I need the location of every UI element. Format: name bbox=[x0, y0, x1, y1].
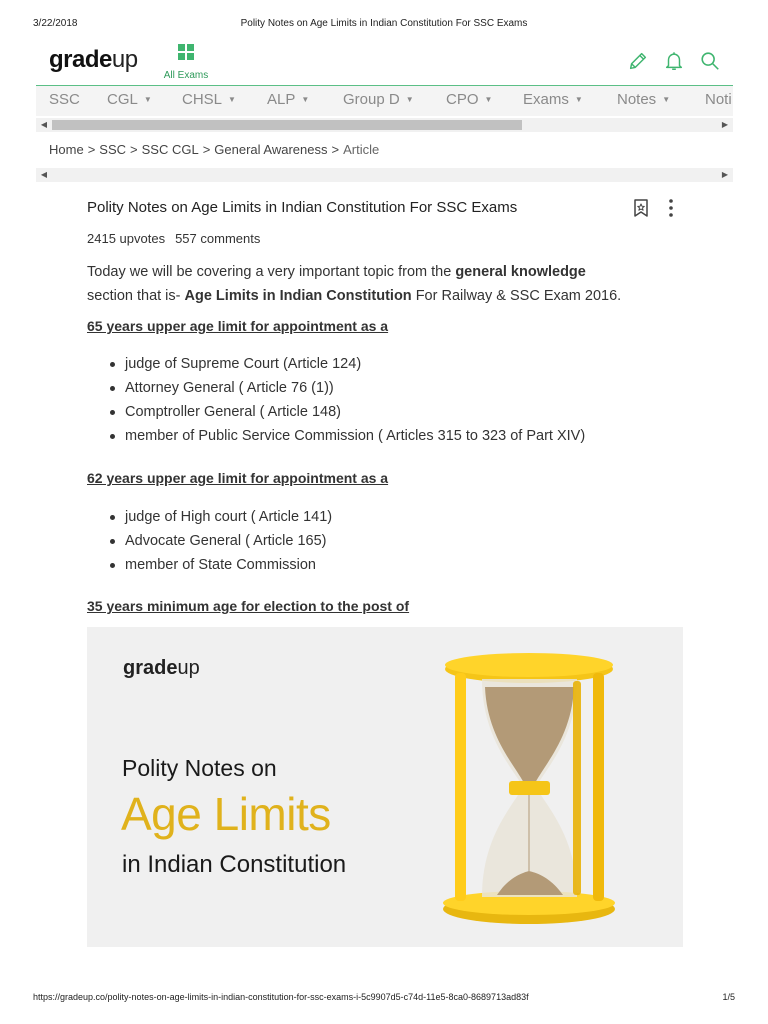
logo-bold-text: grade bbox=[49, 46, 112, 73]
list-item: Advocate General ( Article 165) bbox=[107, 529, 332, 553]
site-header bbox=[36, 38, 733, 86]
comments-count[interactable]: 557 comments bbox=[175, 231, 261, 246]
list-item: judge of High court ( Article 141) bbox=[107, 505, 332, 529]
breadcrumb-ssc-cgl[interactable]: SSC CGL bbox=[141, 142, 199, 157]
tab-cgl[interactable]: CGL ▼ bbox=[107, 91, 152, 108]
scroll-right-icon[interactable]: ▶ bbox=[721, 120, 729, 129]
list-item: member of Public Service Commission ( Articles 315 to 323 of Part XIV) bbox=[107, 424, 585, 448]
tab-group-d[interactable]: Group D ▼ bbox=[343, 91, 414, 108]
tab-exams[interactable]: Exams ▼ bbox=[523, 91, 583, 108]
pencil-icon[interactable] bbox=[627, 50, 649, 72]
caret-down-icon: ▼ bbox=[301, 95, 310, 104]
scrollbar-thumb[interactable] bbox=[52, 120, 522, 130]
banner-line2: Age Limits bbox=[121, 788, 331, 840]
tab-alp[interactable]: ALP ▼ bbox=[267, 91, 310, 108]
caret-down-icon: ▼ bbox=[228, 95, 236, 104]
caret-down-icon: ▼ bbox=[405, 95, 414, 104]
article-stats bbox=[87, 231, 260, 246]
grid-icon bbox=[178, 44, 194, 60]
breadcrumb-ssc[interactable]: SSC bbox=[99, 142, 127, 157]
print-date: 3/22/2018 bbox=[33, 18, 78, 29]
tab-notes[interactable]: Notes ▼ bbox=[617, 91, 671, 108]
print-page-number: 1/5 bbox=[722, 992, 735, 1002]
header-actions bbox=[627, 50, 721, 72]
list-item: Comptroller General ( Article 148) bbox=[107, 400, 585, 424]
bookmark-icon[interactable] bbox=[632, 198, 650, 218]
breadcrumb-general-awareness[interactable]: General Awareness bbox=[214, 142, 328, 157]
section-heading-35-years: 35 years minimum age for election to the post of bbox=[87, 598, 410, 614]
tab-cpo[interactable]: CPO ▼ bbox=[446, 91, 493, 108]
exam-tabs bbox=[36, 86, 733, 116]
section2-list bbox=[107, 505, 332, 577]
all-exams-label: All Exams bbox=[163, 70, 209, 81]
search-icon[interactable] bbox=[699, 50, 721, 72]
all-exams-button[interactable] bbox=[158, 44, 214, 81]
caret-down-icon: ▼ bbox=[574, 95, 583, 104]
section-heading-62-years: 62 years upper age limit for appointment as a bbox=[87, 470, 389, 486]
tab-chsl[interactable]: CHSL ▼ bbox=[182, 91, 236, 108]
upvotes-count[interactable]: 2415 upvotes bbox=[87, 231, 166, 246]
tab-notifications[interactable]: Noti bbox=[705, 91, 732, 108]
print-url: https://gradeup.co/polity-notes-on-age-limits-in-indian-constitution-for-ssc-exams-i-5c9907d5-c74d-11e5-8ca0-8689713ad83f bbox=[33, 992, 529, 1002]
gradeup-logo[interactable] bbox=[49, 46, 138, 74]
breadcrumb-home[interactable]: Home bbox=[49, 142, 84, 157]
highlight-general-knowledge: general knowledge bbox=[455, 264, 586, 280]
scroll-left-icon[interactable]: ◀ bbox=[40, 170, 48, 179]
tabs-scrollbar[interactable] bbox=[36, 118, 733, 132]
banner-logo: gradeup bbox=[123, 657, 200, 679]
scroll-right-icon[interactable]: ▶ bbox=[721, 170, 729, 179]
article-banner-image bbox=[87, 627, 683, 947]
section-heading-65-years: 65 years upper age limit for appointment as a bbox=[87, 318, 389, 334]
breadcrumb-current: Article bbox=[343, 142, 380, 157]
scroll-left-icon[interactable]: ◀ bbox=[40, 120, 48, 129]
breadcrumb-scrollbar[interactable] bbox=[36, 168, 733, 182]
breadcrumb: Home > SSC > SSC CGL > General Awareness > Article bbox=[49, 142, 380, 157]
caret-down-icon: ▼ bbox=[484, 95, 493, 104]
print-header bbox=[0, 18, 768, 32]
caret-down-icon: ▼ bbox=[143, 95, 152, 104]
section1-list bbox=[107, 352, 585, 448]
list-item: Attorney General ( Article 76 (1)) bbox=[107, 376, 585, 400]
more-options-icon[interactable] bbox=[664, 198, 678, 218]
banner-line1: Polity Notes on bbox=[122, 755, 277, 781]
list-item: judge of Supreme Court (Article 124) bbox=[107, 352, 585, 376]
intro-paragraph: Today we will be covering a very important topic from the general knowledge section that is- Age Limits in Indian Constitution For Railway & SSC Exam 2016. bbox=[87, 264, 622, 304]
bell-icon[interactable] bbox=[663, 50, 685, 72]
logo-light-text: up bbox=[111, 46, 138, 73]
banner-line3: in Indian Constitution bbox=[122, 851, 347, 878]
caret-down-icon: ▼ bbox=[662, 95, 671, 104]
print-footer bbox=[0, 992, 768, 1006]
list-item: member of State Commission bbox=[107, 553, 332, 577]
hourglass-icon bbox=[437, 647, 622, 927]
highlight-age-limits: Age Limits in Indian Constitution bbox=[184, 288, 412, 304]
article-title: Polity Notes on Age Limits in Indian Constitution For SSC Exams bbox=[87, 199, 518, 216]
tab-ssc[interactable]: SSC bbox=[49, 91, 80, 108]
print-title: Polity Notes on Age Limits in Indian Constitution For SSC Exams bbox=[240, 18, 528, 29]
